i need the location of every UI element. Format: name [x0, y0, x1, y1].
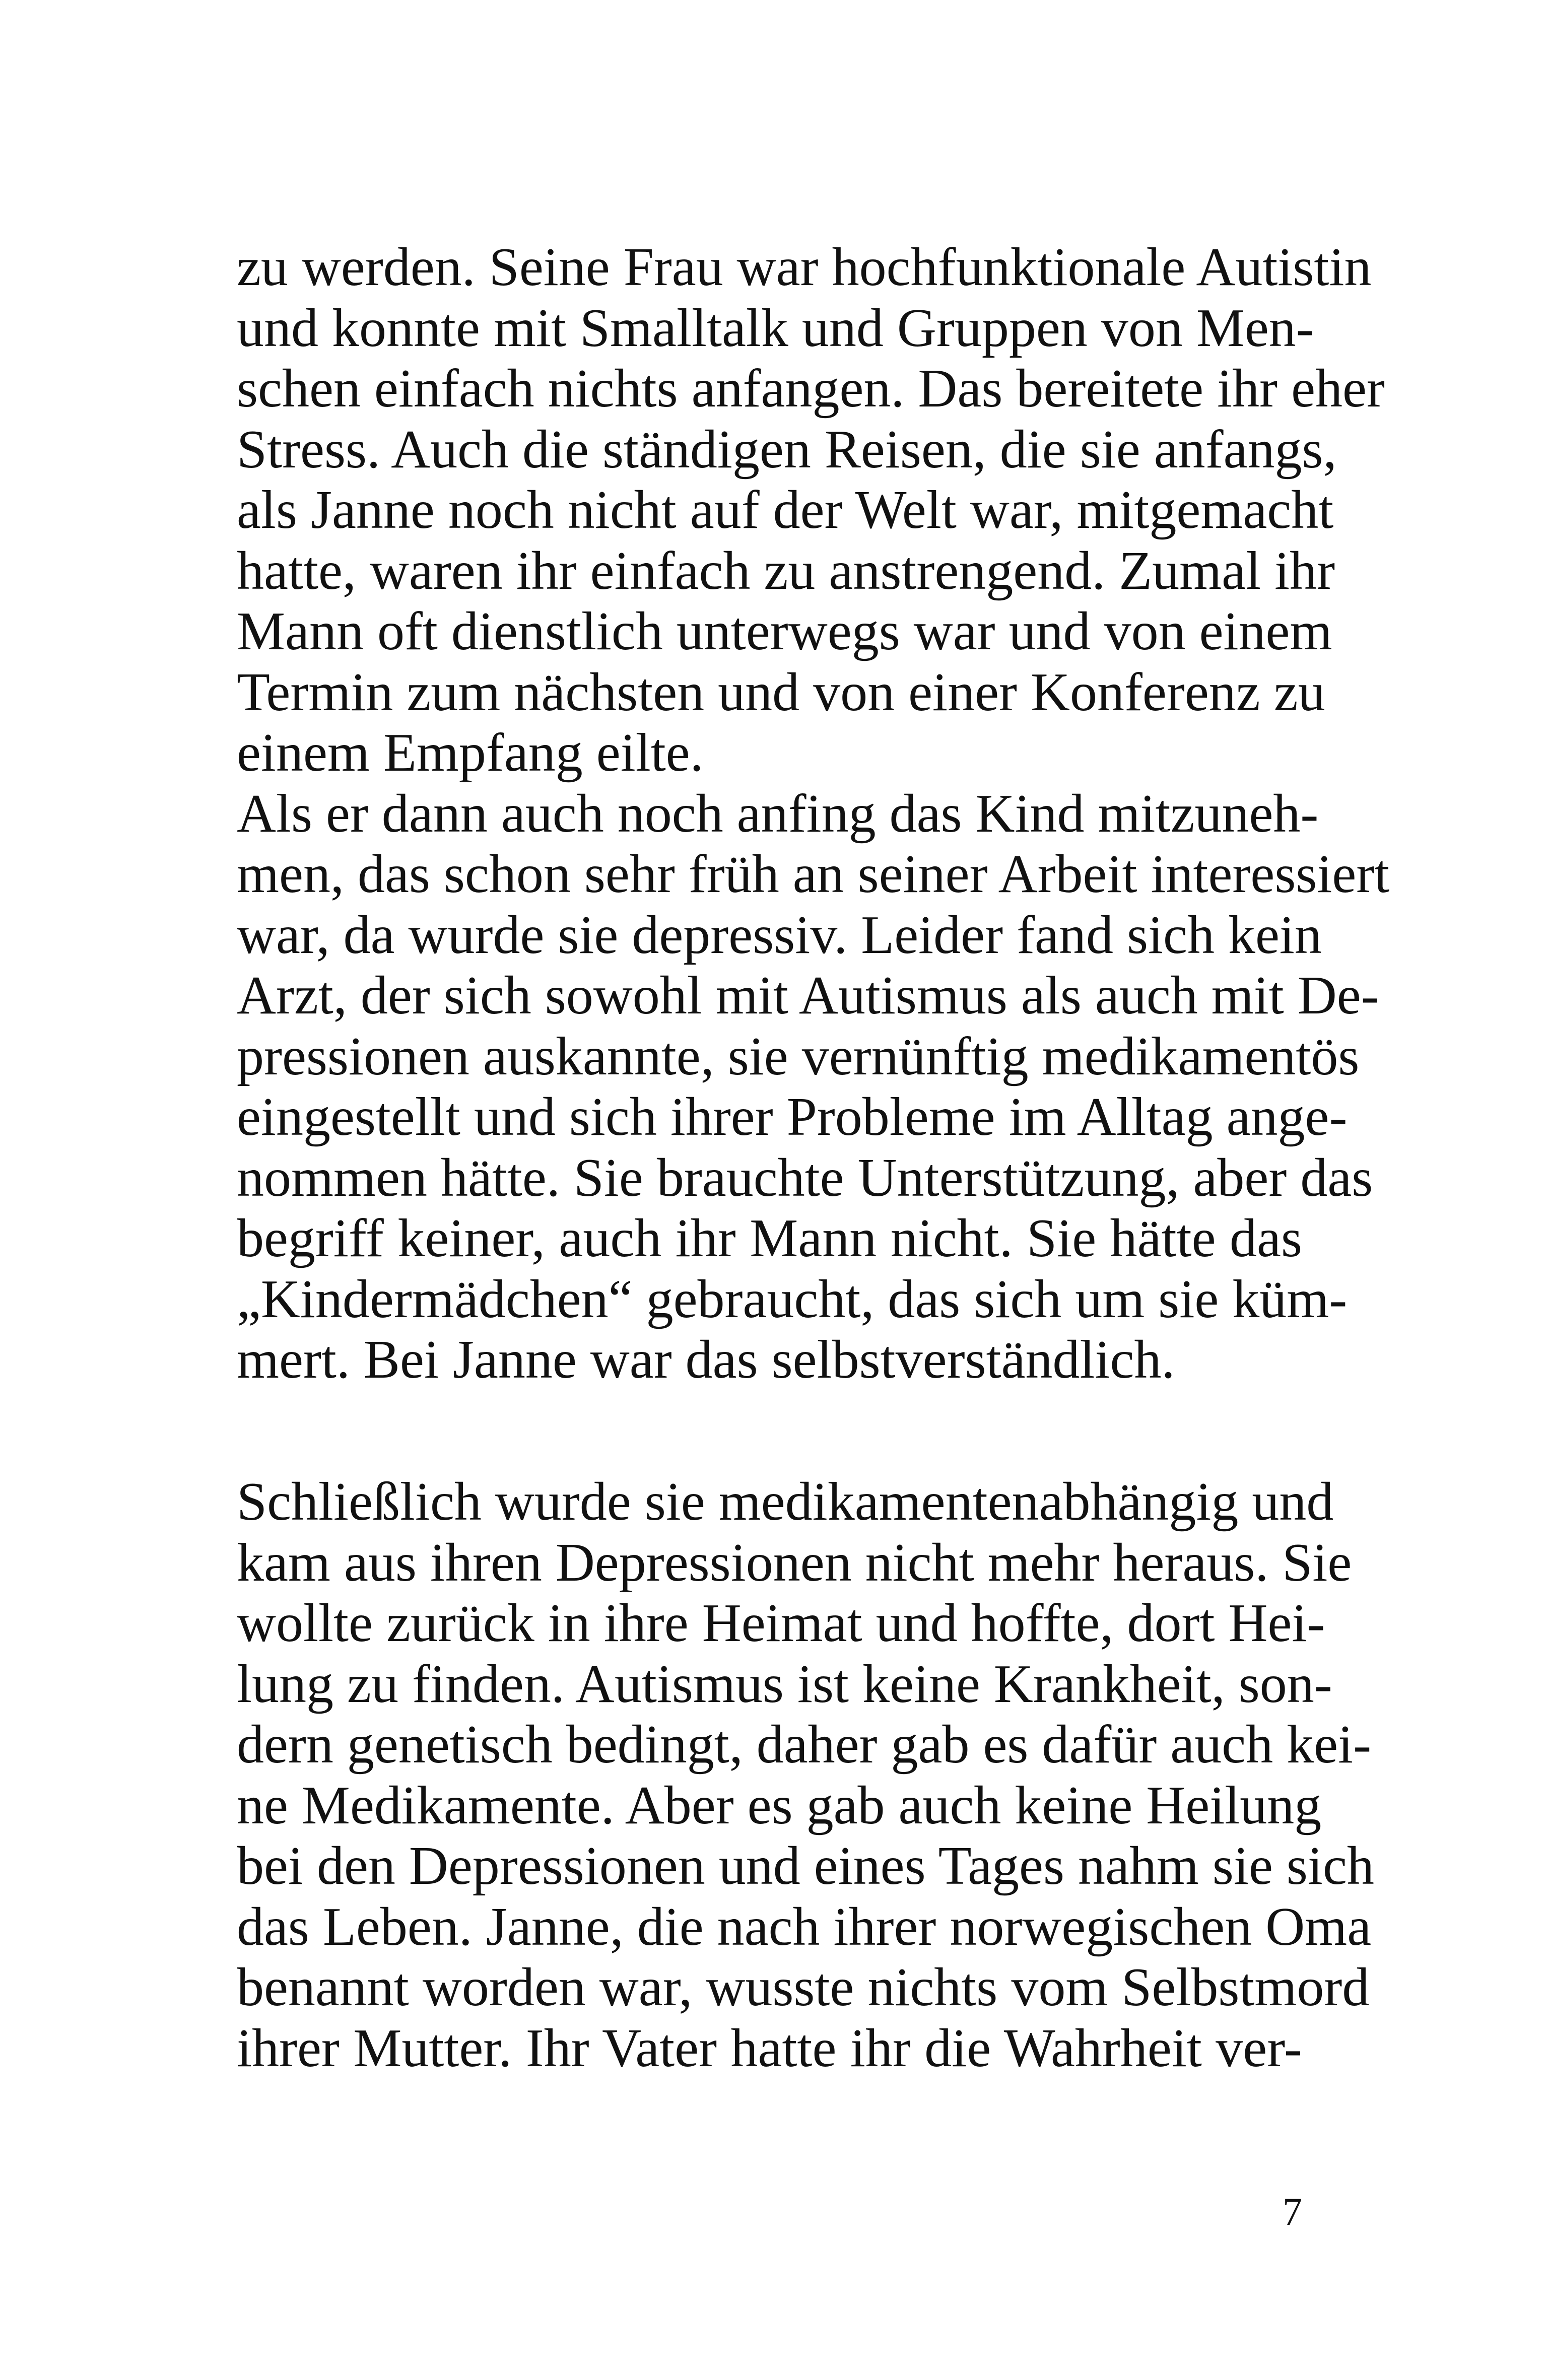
- text-line: benannt worden war, wusste nichts vom Selbstmord: [237, 1957, 1370, 2017]
- text-line: wollte zurück in ihre Heimat und hoffte, dort Hei-: [237, 1593, 1325, 1653]
- text-line: ne Medikamente. Aber es gab auch keine Heilung: [237, 1775, 1322, 1835]
- text-line: hatte, waren ihr einfach zu anstrengend. Zumal ihr: [237, 540, 1335, 601]
- text-line: „Kindermädchen“ gebraucht, das sich um sie küm-: [237, 1269, 1348, 1329]
- text-line: Mann oft dienstlich unterwegs war und von einem: [237, 601, 1332, 661]
- text-line: Termin zum nächsten und von einer Konferenz zu: [237, 662, 1325, 722]
- text-line: Arzt, der sich sowohl mit Autismus als auch mit De-: [237, 966, 1379, 1026]
- text-line: Stress. Auch die ständigen Reisen, die sie anfangs,: [237, 419, 1337, 480]
- text-line: nommen hätte. Sie brauchte Unterstützung, aber das: [237, 1147, 1373, 1208]
- text-line: Als er dann auch noch anfing das Kind mitzuneh-: [237, 783, 1319, 844]
- text-line: men, das schon sehr früh an seiner Arbeit interessiert: [237, 844, 1390, 904]
- text-line: bei den Depressionen und eines Tages nahm sie sich: [237, 1836, 1374, 1896]
- text-block-upper: [237, 237, 1390, 1391]
- text-line: lung zu finden. Autismus ist keine Krankheit, son-: [237, 1654, 1332, 1714]
- text-line: war, da wurde sie depressiv. Leider fand sich kein: [237, 905, 1322, 965]
- text-line: als Janne noch nicht auf der Welt war, mitgemacht: [237, 480, 1334, 540]
- paragraph-2: [237, 783, 1390, 1391]
- text-line: zu werden. Seine Frau war hochfunktionale Autistin: [237, 237, 1372, 297]
- text-block-lower: [237, 1472, 1374, 2079]
- text-line: und konnte mit Smalltalk und Gruppen von Men-: [237, 298, 1314, 358]
- text-line: mert. Bei Janne war das selbstverständlich.: [237, 1330, 1175, 1390]
- paragraph-1: [237, 237, 1385, 784]
- text-line: kam aus ihren Depressionen nicht mehr heraus. Sie: [237, 1532, 1352, 1593]
- page-number: 7: [1283, 2190, 1302, 2233]
- text-line: dern genetisch bedingt, daher gab es dafür auch kei-: [237, 1715, 1372, 1775]
- text-line: ihrer Mutter. Ihr Vater hatte ihr die Wahrheit ver-: [237, 2018, 1302, 2078]
- text-line: einem Empfang eilte.: [237, 723, 704, 783]
- text-line: begriff keiner, auch ihr Mann nicht. Sie hätte das: [237, 1208, 1302, 1268]
- text-line: pressionen auskannte, sie vernünftig medikamentös: [237, 1026, 1360, 1086]
- text-line: das Leben. Janne, die nach ihrer norwegischen Oma: [237, 1896, 1372, 1957]
- text-line: Schließlich wurde sie medikamentenabhängig und: [237, 1472, 1334, 1532]
- text-line: schen einfach nichts anfangen. Das bereitete ihr eher: [237, 359, 1385, 419]
- text-line: eingestellt und sich ihrer Probleme im Alltag ange-: [237, 1087, 1348, 1147]
- paragraph-3: [237, 1472, 1374, 2079]
